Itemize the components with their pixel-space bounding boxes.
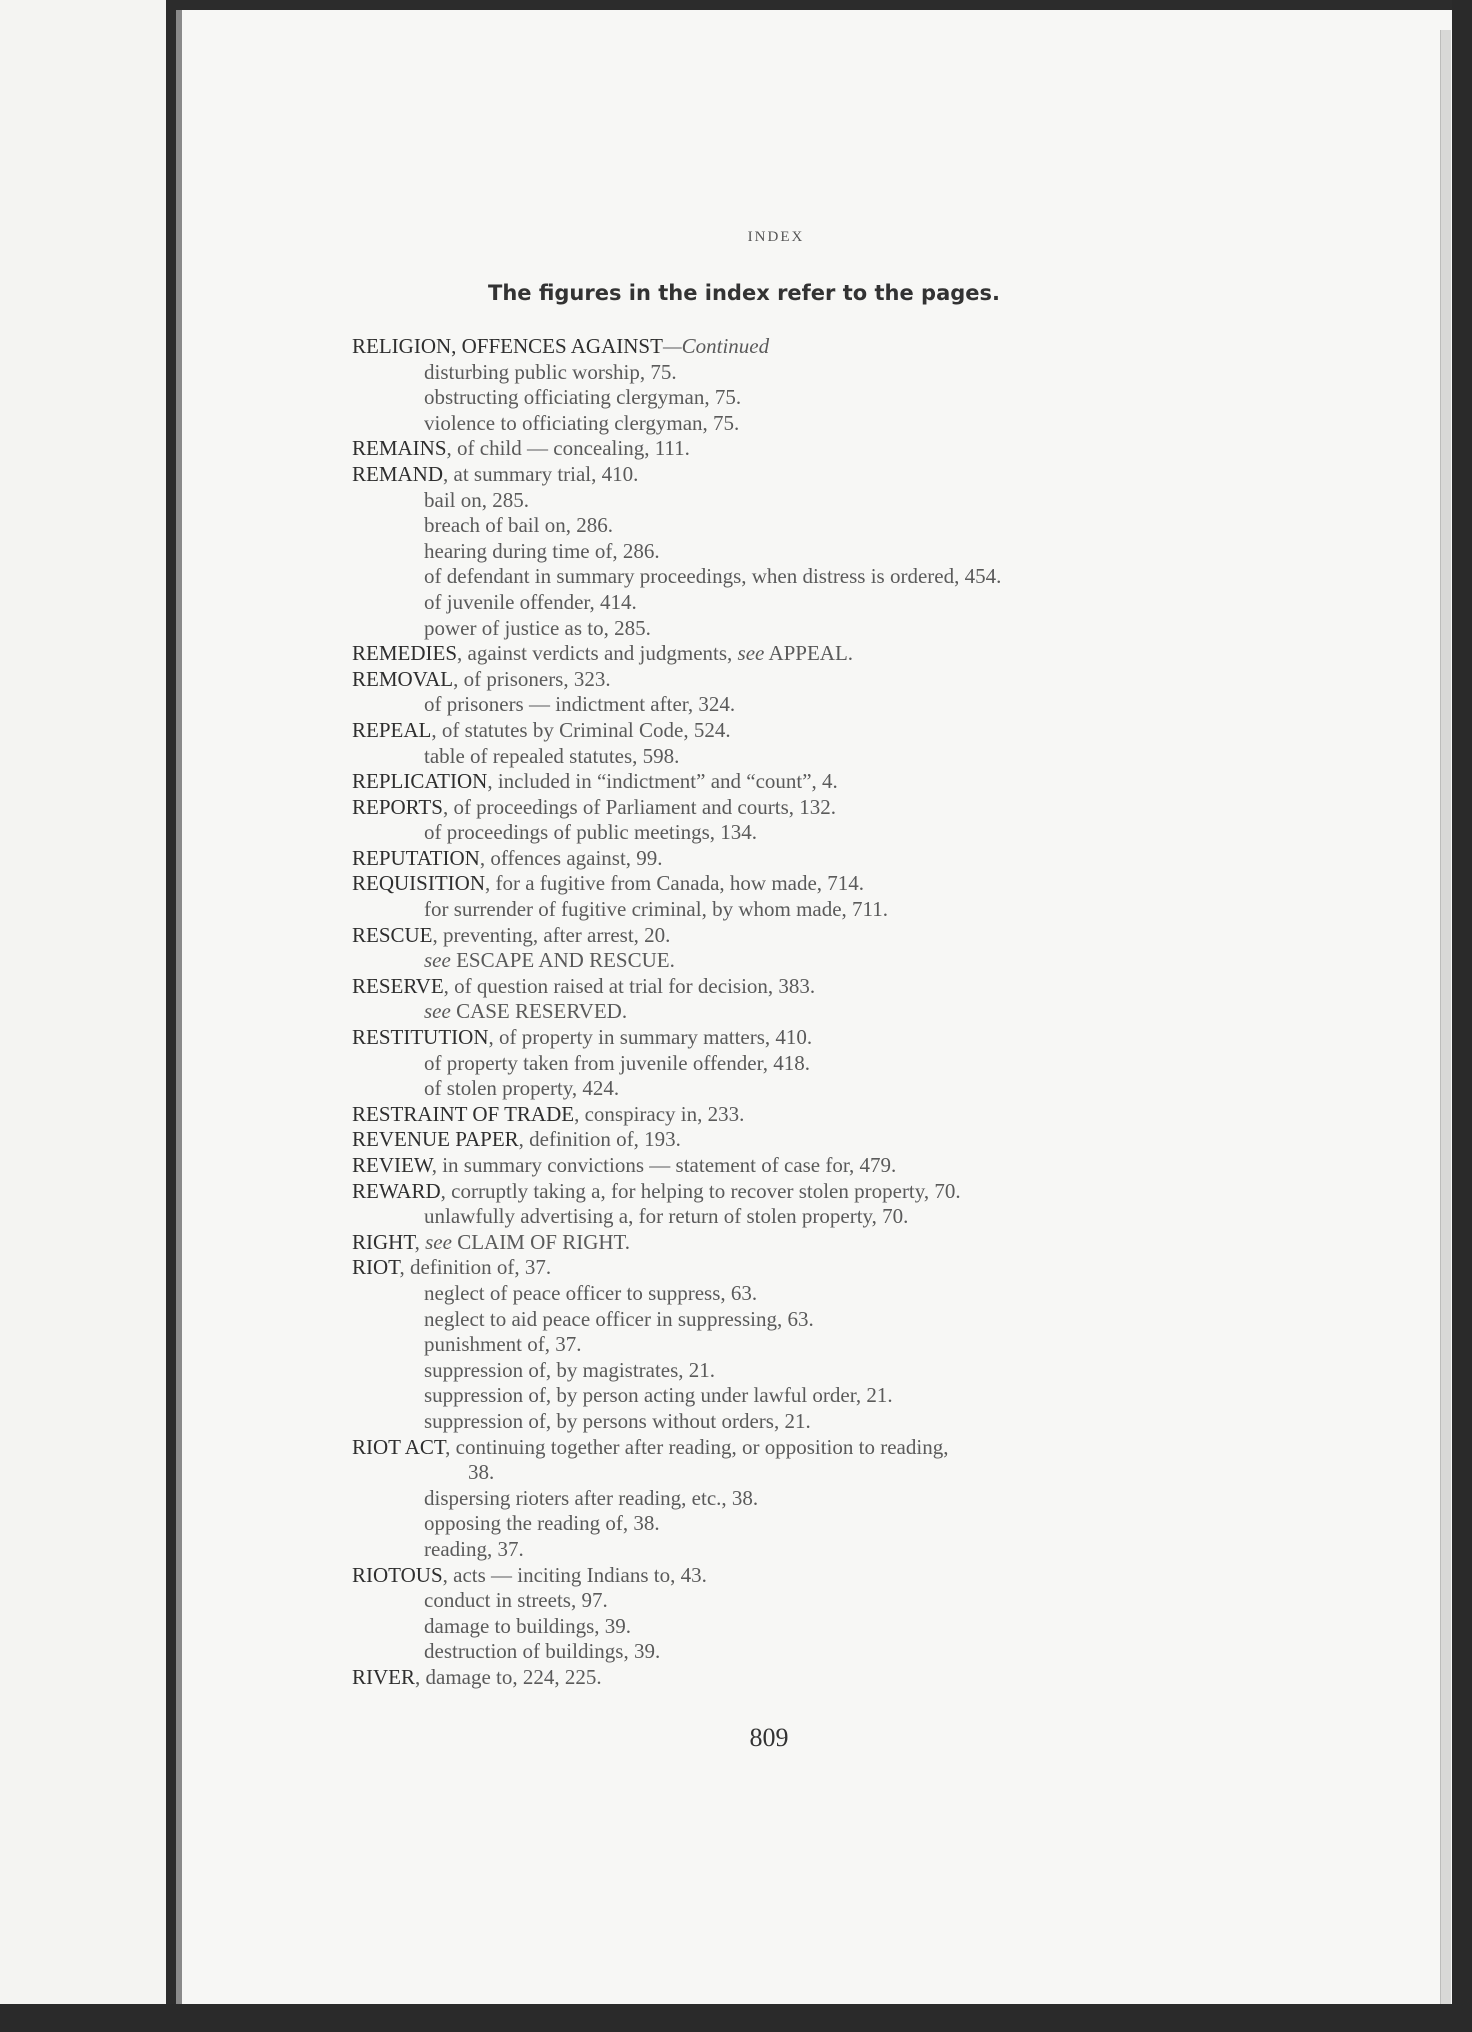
index-subentry [352, 385, 1212, 411]
index-heading [352, 923, 1212, 949]
scan-border-bottom [0, 2004, 1472, 2032]
index-subentry [352, 999, 1212, 1025]
index-text: of property taken from juvenile offender, 418. [424, 1050, 810, 1075]
index-subentry [352, 948, 1212, 974]
index-text: , definition of, 193. [518, 1127, 681, 1152]
index-text: of stolen property, 424. [424, 1076, 620, 1101]
index-term: RIOTOUS [352, 1562, 443, 1587]
index-heading [352, 769, 1212, 795]
index-text: of prisoners — indictment after, 324. [424, 692, 736, 717]
index-text: of proceedings of public meetings, 134. [424, 820, 758, 845]
index-text: , of proceedings of Parliament and courts, 132. [442, 794, 837, 819]
index-heading [352, 1153, 1212, 1179]
index-heading [352, 795, 1212, 821]
index-subentry [352, 1486, 1212, 1512]
index-text: , of statutes by Criminal Code, 524. [431, 717, 731, 742]
index-text: ESCAPE AND RESCUE. [450, 948, 675, 973]
scan-border-top [176, 0, 1472, 10]
index-subentry [352, 1281, 1212, 1307]
index-text: suppression of, by persons without orders, 21. [424, 1408, 811, 1433]
index-text: opposing the reading of, 38. [424, 1511, 660, 1536]
running-head: INDEX [747, 229, 805, 245]
index-term: RIVER [352, 1664, 415, 1689]
index-subentry [352, 1639, 1212, 1665]
index-text: reading, 37. [424, 1536, 524, 1561]
index-text: , damage to, 224, 225. [415, 1664, 602, 1689]
index-subentry [352, 1358, 1212, 1384]
index-text: of defendant in summary proceedings, when distress is ordered, 454. [424, 564, 1002, 589]
index-text: violence to officiating clergyman, 75. [424, 410, 740, 435]
index-text: , corruptly taking a, for helping to recover stolen property, 70. [440, 1178, 961, 1203]
index-text: CASE RESERVED. [450, 999, 628, 1024]
index-heading [352, 334, 1212, 360]
index-subentry [352, 1307, 1212, 1333]
index-text: , of property in summary matters, 410. [488, 1025, 813, 1050]
index-text: neglect to aid peace officer in suppressing, 63. [424, 1306, 814, 1331]
index-text: , offences against, 99. [479, 845, 663, 870]
index-subentry [352, 1204, 1212, 1230]
index-italic: see [737, 641, 765, 666]
index-text: , in summary convictions — statement of case for, 479. [431, 1153, 897, 1177]
index-subentry [352, 1511, 1212, 1537]
index-text: , of prisoners, 323. [453, 666, 611, 691]
index-term: REVENUE PAPER [352, 1127, 519, 1152]
index-term: REPLICATION [352, 769, 488, 794]
index-heading [352, 436, 1212, 462]
index-term: REPUTATION [352, 845, 480, 870]
index-list [352, 334, 1212, 1690]
index-text: power of justice as to, 285. [424, 615, 651, 640]
index-italic: see [425, 1229, 452, 1254]
index-heading [352, 641, 1212, 667]
index-term: RIOT [352, 1255, 400, 1280]
index-text: , continuing together after reading, or opposition to reading, [445, 1434, 949, 1459]
index-text: bail on, 285. [424, 487, 529, 512]
index-subentry [352, 539, 1212, 565]
index-term: RESTITUTION [352, 1025, 489, 1050]
index-term: REPORTS [352, 794, 443, 819]
index-text: suppression of, by magistrates, 21. [424, 1357, 716, 1382]
index-italic: see [424, 948, 451, 973]
index-text: 38. [468, 1460, 495, 1485]
page-edge [1440, 30, 1451, 2004]
index-subentry [352, 616, 1212, 642]
index-subentry [352, 411, 1212, 437]
index-text: , at summary trial, 410. [443, 461, 639, 486]
index-subentry [352, 744, 1212, 770]
index-heading [352, 1127, 1212, 1153]
index-subentry [352, 360, 1212, 386]
index-text: destruction of buildings, 39. [424, 1639, 661, 1664]
index-subentry [352, 513, 1212, 539]
index-note: The figures in the index refer to the pages. [488, 281, 1000, 305]
index-italic: —Continued [662, 334, 770, 358]
index-heading [352, 846, 1212, 872]
index-heading [352, 1102, 1212, 1128]
index-text: , [414, 1229, 426, 1254]
index-text: suppression of, by person acting under lawful order, 21. [424, 1383, 893, 1408]
index-subentry [352, 1051, 1212, 1077]
index-subentry [352, 1537, 1212, 1563]
facing-page-edge [0, 0, 166, 2032]
index-subentry [352, 1076, 1212, 1102]
index-subentry [352, 1614, 1212, 1640]
index-term: RELIGION, OFFENCES AGAINST [352, 334, 663, 358]
index-term: RESERVE [352, 973, 444, 998]
index-heading [352, 718, 1212, 744]
index-text: , included in “indictment” and “count”, 4. [487, 769, 838, 794]
index-heading [352, 1255, 1212, 1281]
index-heading [352, 1435, 1212, 1461]
index-subentry [352, 564, 1212, 590]
index-text: obstructing officiating clergyman, 75. [424, 385, 742, 410]
index-text: , of child — concealing, 111. [446, 436, 690, 461]
index-text: damage to buildings, 39. [424, 1613, 632, 1638]
index-text: APPEAL. [764, 641, 854, 666]
page-number: 809 [749, 1723, 789, 1752]
index-heading [352, 974, 1212, 1000]
index-subentry [352, 1332, 1212, 1358]
index-term: RESCUE [352, 922, 433, 947]
index-heading [352, 1179, 1212, 1205]
index-text: , for a fugitive from Canada, how made, 714. [484, 871, 865, 896]
index-term: REPEAL [352, 717, 432, 742]
index-heading [352, 1563, 1212, 1589]
scan-border-right [1452, 0, 1472, 2004]
index-text: , conspiracy in, 233. [574, 1101, 745, 1126]
index-term: REQUISITION [352, 871, 485, 896]
index-heading [352, 462, 1212, 488]
index-text: hearing during time of, 286. [424, 538, 660, 563]
index-text: , against verdicts and judgments, [457, 641, 738, 666]
index-text: punishment of, 37. [424, 1332, 582, 1357]
index-text: of juvenile offender, 414. [424, 589, 637, 614]
index-term: RIOT ACT [352, 1434, 446, 1459]
index-italic: see [424, 999, 451, 1024]
index-term: REMEDIES [352, 641, 457, 666]
index-text: conduct in streets, 97. [424, 1588, 608, 1613]
index-heading [352, 1230, 1212, 1256]
index-subentry [352, 897, 1212, 923]
book-gutter [166, 0, 176, 2032]
index-subentry [352, 1460, 1212, 1486]
index-text: neglect of peace officer to suppress, 63. [424, 1280, 758, 1305]
index-subentry [352, 488, 1212, 514]
index-text: unlawfully advertising a, for return of stolen property, 70. [424, 1204, 909, 1229]
index-term: REWARD [352, 1178, 441, 1203]
index-text: for surrender of fugitive criminal, by whom made, 711. [424, 897, 889, 922]
index-heading [352, 871, 1212, 897]
index-subentry [352, 590, 1212, 616]
index-text: disturbing public worship, 75. [424, 359, 677, 384]
index-term: REMAND [352, 461, 444, 486]
index-term: RESTRAINT OF TRADE [352, 1101, 575, 1126]
index-heading [352, 1665, 1212, 1691]
index-subentry [352, 692, 1212, 718]
index-text: table of repealed statutes, 598. [424, 743, 680, 768]
index-term: REMOVAL [352, 666, 454, 691]
index-heading [352, 1025, 1212, 1051]
index-text: , acts — inciting Indians to, 43. [442, 1562, 707, 1587]
index-subentry [352, 1383, 1212, 1409]
index-subentry [352, 1588, 1212, 1614]
index-text: dispersing rioters after reading, etc., 38. [424, 1485, 759, 1510]
index-text: , preventing, after arrest, 20. [432, 922, 671, 947]
index-term: REMAINS [352, 436, 447, 461]
index-text: , of question raised at trial for decision, 383. [443, 973, 816, 998]
index-text: breach of bail on, 286. [424, 513, 613, 538]
index-text: CLAIM OF RIGHT. [451, 1229, 631, 1254]
index-term: REVIEW [352, 1153, 432, 1177]
index-term: RIGHT [352, 1229, 415, 1254]
index-text: , definition of, 37. [399, 1255, 552, 1280]
index-heading [352, 667, 1212, 693]
index-subentry [352, 1409, 1212, 1435]
index-subentry [352, 820, 1212, 846]
